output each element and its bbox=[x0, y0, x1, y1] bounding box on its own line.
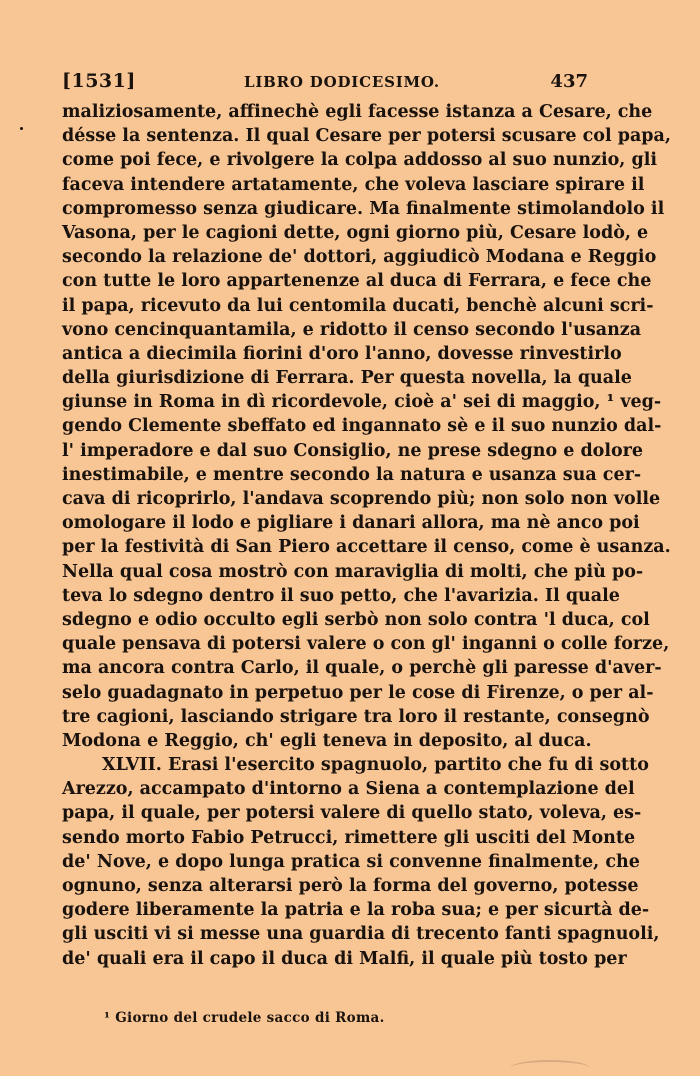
text-line: inestimabile, e mentre secondo la natura e usanza sua cer- bbox=[62, 464, 642, 485]
book-page bbox=[62, 70, 671, 971]
text-line: compromesso senza giudicare. Ma finalmente stimolandolo il bbox=[62, 198, 665, 219]
text-line: per la festività di San Piero accettare il censo, come è usanza. bbox=[62, 537, 671, 558]
text-line: sdegno e odio occulto egli serbò non solo contra 'l duca, col bbox=[62, 609, 650, 630]
text-line: sendo morto Fabio Petrucci, rimettere gli usciti del Monte bbox=[62, 827, 636, 848]
text-line: gli usciti vi si messe una guardia di trecento fanti spagnuoli, bbox=[62, 924, 660, 945]
text-line: papa, il quale, per potersi valere di quello stato, voleva, es- bbox=[62, 803, 642, 824]
text-line: Nella qual cosa mostrò con maraviglia di molti, che più po- bbox=[62, 561, 644, 582]
text-line: giunse in Roma in dì ricordevole, cioè a' sei di maggio, ¹ veg- bbox=[62, 392, 662, 413]
text-line: maliziosamente, affinechè egli facesse istanza a Cesare, che bbox=[62, 102, 653, 122]
text-line: désse la sentenza. Il qual Cesare per potersi scusare col papa, bbox=[62, 126, 671, 147]
text-line: gendo Clemente sbeffato ed ingannato sè e il suo nunzio dal- bbox=[62, 416, 662, 437]
text-line: come poi fece, e rivolgere la colpa addosso al suo nunzio, gli bbox=[62, 150, 657, 171]
text-line: ma ancora contra Carlo, il quale, o perchè gli paresse d'aver- bbox=[62, 658, 662, 679]
book-title: LIBRO DODICESIMO. bbox=[244, 73, 440, 91]
text-line: godere liberamente la patria e la roba sua; e per sicurtà de- bbox=[62, 900, 650, 921]
text-line: cava di ricoprirlo, l'andava scoprendo più; non solo non volle bbox=[62, 489, 661, 509]
text-line: secondo la relazione de' dottori, aggiudicò Modana e Reggio bbox=[62, 247, 657, 268]
text-line: con tutte le loro appartenenze al duca di Ferrara, e fece che bbox=[62, 271, 652, 292]
text-line: de' quali era il capo il duca di Malfi, il quale più tosto per bbox=[62, 948, 627, 969]
section-heading-line: XLVII. Erasi l'esercito spagnuolo, partito che fu di sotto bbox=[102, 755, 649, 776]
footnote: ¹ Giorno del crudele sacco di Roma. bbox=[104, 1010, 385, 1026]
text-line: vono cencinquantamila, e ridotto il censo secondo l'usanza bbox=[62, 319, 642, 340]
text-line: quale pensava di potersi valere o con gl' inganni o colle forze, bbox=[62, 634, 670, 655]
text-line: della giurisdizione di Ferrara. Per questa novella, la quale bbox=[62, 368, 632, 389]
page-number: 437 bbox=[550, 71, 588, 92]
text-line: l' imperadore e dal suo Consiglio, ne prese sdegno e dolore bbox=[62, 440, 644, 461]
text-line: Vasona, per le cagioni dette, ogni giorno più, Cesare lodò, e bbox=[62, 222, 649, 243]
running-head bbox=[62, 70, 588, 96]
text-line: de' Nove, e dopo lunga pratica si convenne finalmente, che bbox=[62, 851, 640, 872]
text-line: antica a diecimila fiorini d'oro l'anno, dovesse rinvestirlo bbox=[62, 343, 622, 364]
text-line: il papa, ricevuto da lui centomila ducati, benchè alcuni scri- bbox=[62, 295, 654, 316]
text-line: selo guadagnato in perpetuo per le cose di Firenze, o per al- bbox=[62, 682, 654, 703]
text-line: omologare il lodo e pigliare i danari allora, ma nè anco poi bbox=[62, 513, 640, 534]
text-line: Arezzo, accampato d'intorno a Siena a contemplazione del bbox=[62, 779, 635, 800]
text-line: ognuno, senza alterarsi però la forma del governo, potesse bbox=[62, 876, 639, 896]
scan-watermark bbox=[510, 1060, 590, 1076]
text-line: tre cagioni, lasciando strigare tra loro il restante, consegnò bbox=[62, 706, 650, 727]
margin-mark bbox=[20, 127, 23, 130]
text-line: faceva intendere artatamente, che voleva lasciare spirare il bbox=[62, 174, 645, 195]
paragraph-end-line: Modona e Reggio, ch' egli teneva in deposito, al duca. bbox=[62, 730, 592, 751]
year-bracket: [1531] bbox=[62, 70, 136, 92]
text-line: teva lo sdegno dentro il suo petto, che l'avarizia. Il quale bbox=[62, 585, 620, 606]
body-text bbox=[62, 100, 671, 971]
